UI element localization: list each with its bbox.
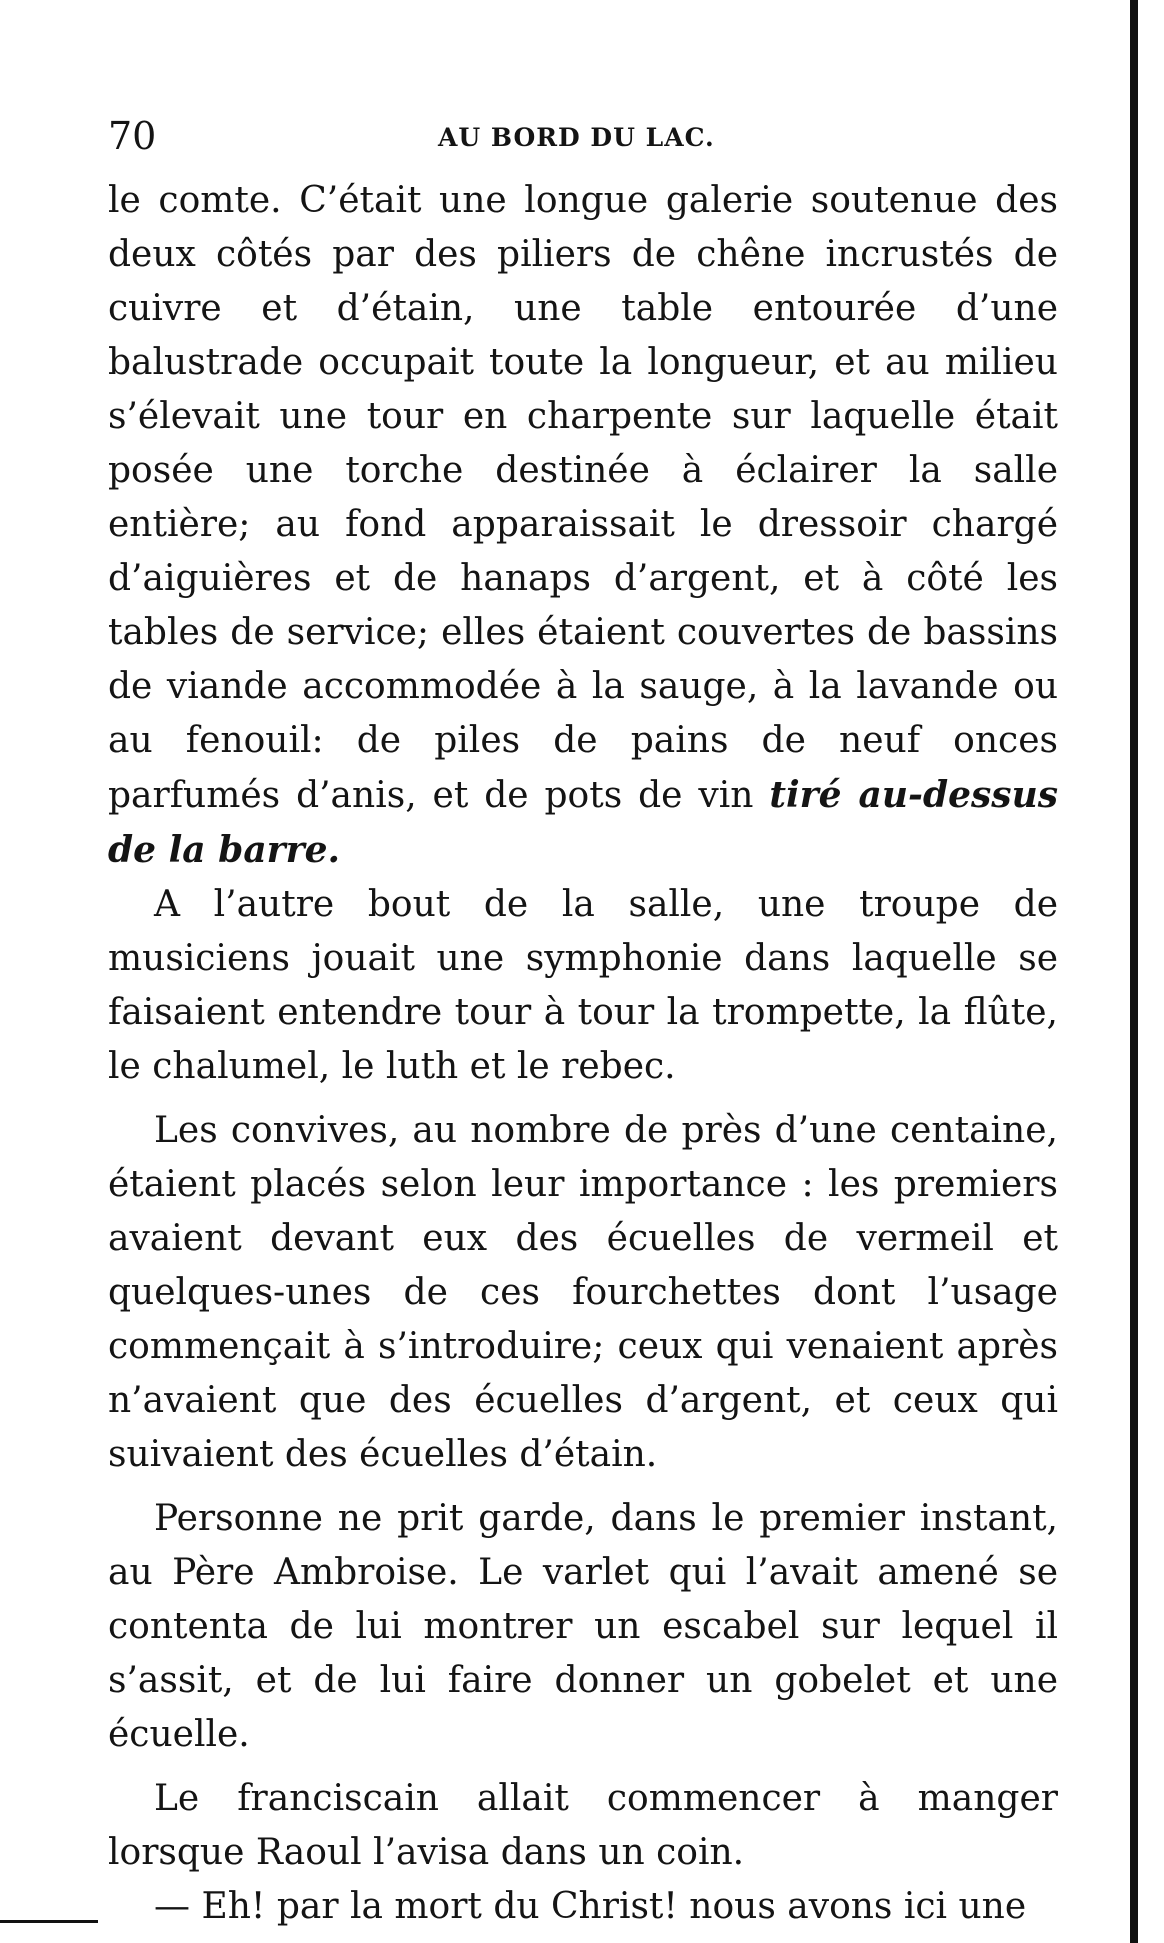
paragraph-6: — Eh! par la mort du Christ! nous avons ici une (154, 1886, 1027, 1927)
paragraph-1 (108, 174, 1058, 878)
page-number: 70 (108, 114, 157, 158)
paragraph-4: Personne ne prit garde, dans le premier instant, au Père Ambroise. Le varlet qui l’avait amené se contenta de lui montrer un escabel sur lequel il s’assit, et de lui faire donner un gobelet et une écuelle. (108, 1498, 1058, 1755)
paragraph-3: Les convives, au nombre de près d’une centaine, étaient placés selon leur importance : les premiers avaient devant eux des écuelles de vermeil et quelques-unes de ces fourchettes dont l’usage commençait à s’introduire; ceux qui venaient après n’avaient que des écuelles d’argent, et ceux qui suivaient des écuelles d’étain. (108, 1110, 1058, 1475)
body-text (108, 174, 1058, 1934)
running-title: AU BORD DU LAC. (438, 123, 715, 152)
paragraph-1-italic-text: tiré au-dessus de la barre. (108, 774, 1059, 871)
page-edge-line (1130, 0, 1138, 1943)
paragraph-1-text: le comte. C’était une longue galerie soutenue des deux côtés par des piliers de chêne incrustés de cuivre et d’étain, une table entourée d’une balustrade occupait toute la longueur, et au milieu s’élevait une tour en charpente sur laquelle était posée une torche destinée à éclairer la salle entière; au fond apparaissait le dressoir chargé d’aiguières et de hanaps d’argent, et à côté les tables de service; elles étaient couvertes de bassins de viande accommodée à la sauge, à la lavande ou au fenouil: de piles de pains de neuf onces parfumés d’anis, et de pots de vin (108, 180, 1058, 816)
paragraph-5: Le franciscain allait commencer à manger lorsque Raoul l’avisa dans un coin. (108, 1778, 1058, 1873)
page-header (108, 112, 1058, 162)
bottom-rule (0, 1920, 98, 1923)
paragraph-2: A l’autre bout de la salle, une troupe de musiciens jouait une symphonie dans laquelle se faisaient entendre tour à tour la trompette, la flûte, le chalumel, le luth et le rebec. (108, 884, 1058, 1087)
